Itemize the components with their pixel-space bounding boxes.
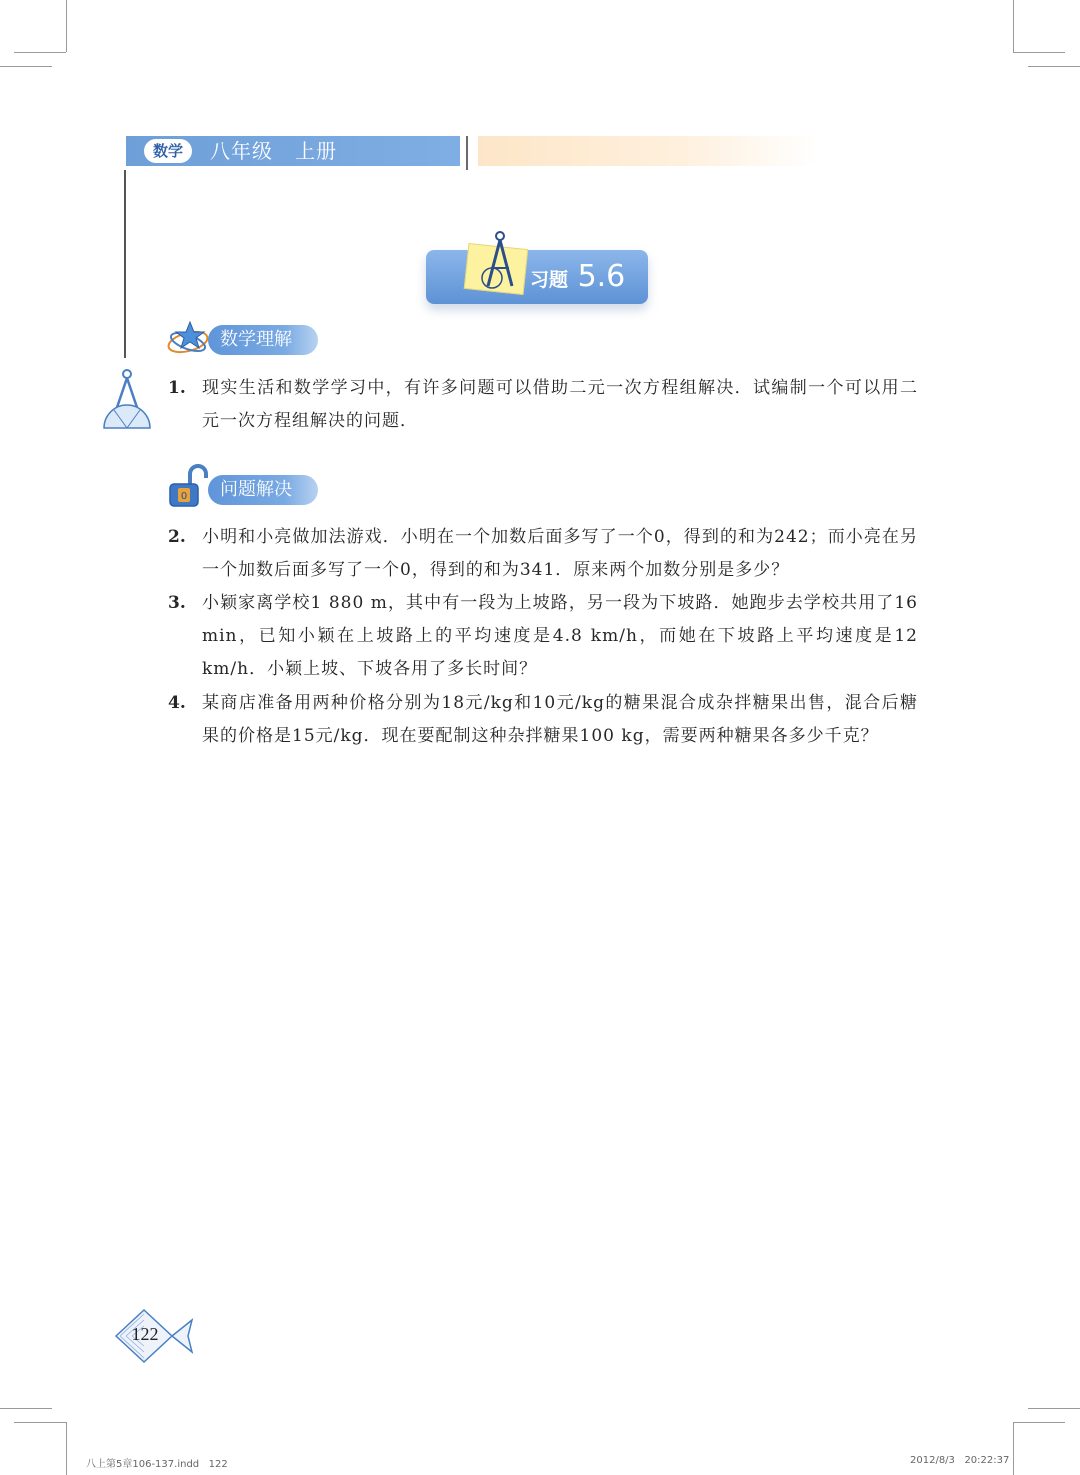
exercise-number: 5.6	[577, 259, 626, 294]
section-header-understanding: 数学理解	[208, 325, 318, 355]
exercise-title	[530, 260, 625, 297]
svg-text:0: 0	[180, 491, 188, 502]
crop-mark-br-v	[1013, 1422, 1014, 1475]
running-header-title: 八年级 上册	[210, 139, 338, 163]
crop-mark-tl-h	[14, 52, 66, 53]
footer-timestamp: 2012/8/3 20:22:37	[910, 1455, 1010, 1466]
crop-mark-tr-v	[1013, 0, 1014, 52]
problem-number: 2.	[168, 527, 186, 547]
problem-text: 现实生活和数学学习中，有许多问题可以借助二元一次方程组解决．试编制一个可以用二元一次方程组解决的问题．	[202, 378, 918, 431]
crop-mark-tr-h2	[1028, 66, 1080, 67]
problem-number: 1.	[168, 378, 186, 398]
compass-icon	[476, 228, 524, 294]
problem-1	[168, 372, 918, 438]
margin-rule	[124, 170, 126, 358]
exercise-label: 习题	[530, 269, 569, 291]
crop-mark-br-h	[1028, 1408, 1080, 1409]
section-header-problem-solving: 问题解决	[208, 475, 318, 505]
problem-text: 小明和小亮做加法游戏．小明在一个加数后面多写了一个0，得到的和为242；而小亮在另一个加数后面多写了一个0，得到的和为341．原来两个加数分别是多少？	[202, 527, 918, 580]
crop-mark-tr-h	[1013, 52, 1065, 53]
crop-mark-br-h2	[1013, 1422, 1065, 1423]
padlock-icon	[166, 464, 210, 508]
problem-3	[168, 587, 918, 686]
compass-protractor-icon	[100, 368, 154, 432]
header-decoration	[478, 136, 818, 166]
subject-badge: 数学	[144, 139, 192, 163]
crop-mark-bl-h	[0, 1408, 52, 1409]
problem-text: 某商店准备用两种价格分别为18元/kg和10元/kg的糖果混合成杂拌糖果出售，混合后糖果的价格是15元/kg．现在要配制这种杂拌糖果100 kg，需要两种糖果各多少千克？	[202, 693, 918, 746]
page-number: 122	[131, 1324, 159, 1344]
crop-mark-tl-h2	[0, 66, 52, 67]
header-divider	[466, 136, 468, 170]
footer-filename: 八上第5章106-137.indd 122	[86, 1459, 228, 1470]
star-orbit-icon	[166, 320, 214, 356]
crop-mark-tl-v	[66, 0, 67, 52]
problem-text: 小颖家离学校1 880 m，其中有一段为上坡路，另一段为下坡路．她跑步去学校共用了16 min，已知小颖在上坡路上的平均速度是4.8 km/h，而她在下坡路上平均速度是12 km/h．小颖上坡、下坡各用了多长时间？	[202, 593, 918, 679]
problem-4	[168, 687, 918, 753]
problem-2	[168, 521, 918, 587]
problem-number: 3.	[168, 593, 186, 613]
problem-number: 4.	[168, 693, 186, 713]
crop-mark-bl-h2	[14, 1422, 66, 1423]
crop-mark-bl-v	[66, 1422, 67, 1475]
